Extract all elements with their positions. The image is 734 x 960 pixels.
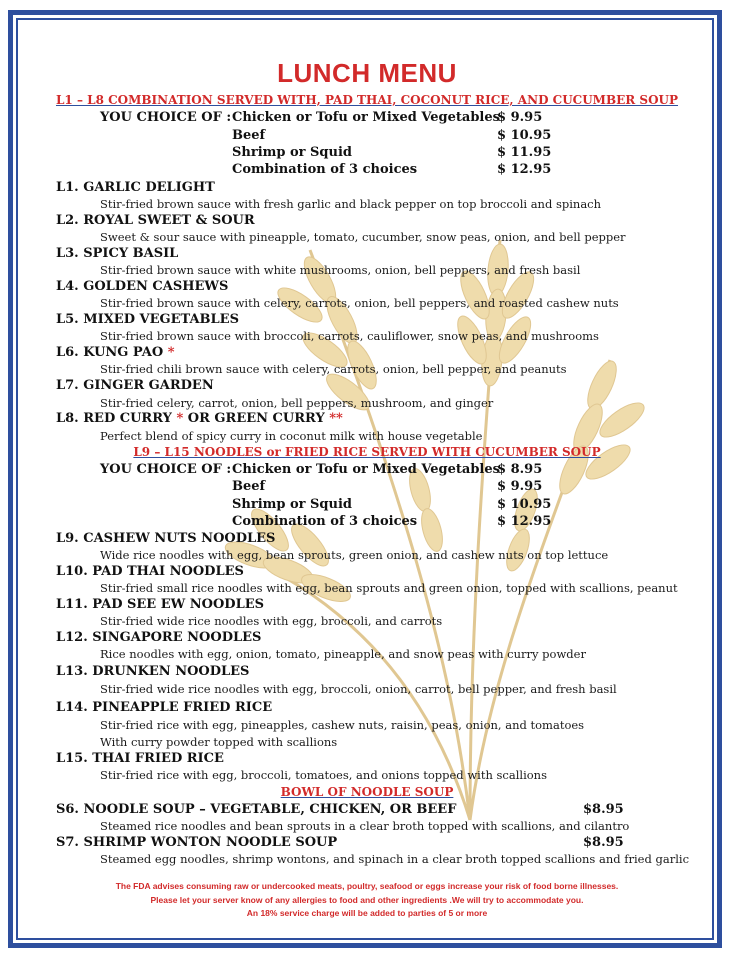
choice-name: Shrimp or Squid	[232, 497, 353, 512]
choice-price: $ 10.95	[497, 497, 552, 512]
choice-price: $ 9.95	[497, 110, 543, 125]
choice-price: $ 10.95	[497, 128, 552, 143]
section-heading-soup: BOWL OF NOODLE SOUP	[280, 785, 454, 799]
menu-item-name: L11. PAD SEE EW NOODLES	[56, 597, 265, 612]
spicy-star: *	[163, 345, 175, 360]
menu-item-desc: Stir-fried small rice noodles with egg, bean sprouts and green onion, topped with scallions, peanut	[100, 581, 678, 595]
choice-label: YOU CHOICE OF :	[100, 110, 232, 125]
menu-item-price: $8.95	[583, 802, 624, 817]
menu-item-desc: Stir-fried rice with egg, pineapples, cashew nuts, raisin, peas, onion, and tomatoes	[100, 718, 585, 732]
menu-item-name: S6. NOODLE SOUP – VEGETABLE, CHICKEN, OR BEEF	[56, 802, 457, 817]
menu-item-name: L6. KUNG PAO *	[56, 345, 175, 360]
menu-item-desc: Stir-fried celery, carrot, onion, bell peppers, mushroom, and ginger	[100, 396, 494, 410]
menu-item-name: L13. DRUNKEN NOODLES	[56, 664, 250, 679]
section-heading-combination: L1 – L8 COMBINATION SERVED WITH, PAD THAI, COCONUT RICE, AND CUCUMBER SOUP	[55, 93, 679, 107]
choice-price: $ 11.95	[497, 145, 552, 160]
menu-item-name: L1. GARLIC DELIGHT	[56, 180, 215, 195]
menu-item-desc: Stir-fried chili brown sauce with celery, carrots, onion, bell pepper, and peanuts	[100, 362, 567, 376]
menu-item-desc: Stir-fried brown sauce with broccoli, carrots, cauliflower, snow peas, and mushrooms	[100, 329, 599, 343]
allergy-notice: Please let your server know of any allergies to food and other ingredients .We will try to accommodate you.	[150, 895, 584, 905]
menu-item-desc: Stir-fried brown sauce with celery, carrots, onion, bell peppers, and roasted cashew nuts	[100, 296, 619, 310]
choice-row	[232, 110, 572, 127]
choice-name: Chicken or Tofu or Mixed Vegetables	[232, 462, 500, 477]
choice-price: $ 8.95	[497, 462, 543, 477]
choice-price: $ 12.95	[497, 514, 552, 529]
choice-price: $ 9.95	[497, 479, 543, 494]
menu-item-desc: Sweet & sour sauce with pineapple, tomato, cucumber, snow peas, onion, and bell pepper	[100, 230, 626, 244]
menu-item-name: L14. PINEAPPLE FRIED RICE	[56, 700, 273, 715]
choice-row	[232, 497, 572, 514]
menu-item-desc: Stir-fried brown sauce with white mushrooms, onion, bell peppers, and fresh basil	[100, 263, 581, 277]
menu-item-price: $8.95	[583, 835, 624, 850]
choice-row	[232, 162, 572, 179]
menu-item-name: L10. PAD THAI NOODLES	[56, 564, 244, 579]
choice-name: Beef	[232, 128, 266, 143]
choice-row	[232, 462, 572, 479]
menu-item-desc: With curry powder topped with scallions	[100, 735, 338, 749]
choice-name: Chicken or Tofu or Mixed Vegetables	[232, 110, 500, 125]
choice-name: Beef	[232, 479, 266, 494]
menu-item-desc: Wide rice noodles with egg, bean sprouts, green onion, and cashew nuts on top lettuce	[100, 548, 609, 562]
choice-row	[232, 514, 572, 531]
service-charge-notice: An 18% service charge will be added to parties of 5 or more	[246, 908, 488, 918]
menu-item-name: L12. SINGAPORE NOODLES	[56, 630, 262, 645]
menu-item-desc: Stir-fried wide rice noodles with egg, broccoli, onion, carrot, bell pepper, and fresh basil	[100, 682, 617, 696]
menu-item-name: S7. SHRIMP WONTON NOODLE SOUP	[56, 835, 338, 850]
menu-item-name: L7. GINGER GARDEN	[56, 378, 214, 393]
menu-item-desc: Steamed rice noodles and bean sprouts in a clear broth topped with scallions, and cilantro	[100, 819, 630, 833]
menu-item-name: L4. GOLDEN CASHEWS	[56, 279, 229, 294]
menu-item-name: L8. RED CURRY * OR GREEN CURRY **	[56, 411, 343, 426]
menu-item-name: L3. SPICY BASIL	[56, 246, 179, 261]
menu-item-desc: Steamed egg noodles, shrimp wontons, and spinach in a clear broth topped scallions and fried garlic	[100, 852, 690, 866]
page-title: LUNCH MENU	[277, 58, 457, 88]
choice-row	[232, 479, 572, 496]
menu-item-name: L9. CASHEW NUTS NOODLES	[56, 531, 276, 546]
menu-item-desc: Perfect blend of spicy curry in coconut milk with house vegetable	[100, 429, 483, 443]
menu-item-name: L2. ROYAL SWEET & SOUR	[56, 213, 255, 228]
spicy-star: **	[324, 411, 343, 426]
menu-item-desc: Stir-fried wide rice noodles with egg, broccoli, and carrots	[100, 614, 443, 628]
menu-item-name: L5. MIXED VEGETABLES	[56, 312, 239, 327]
choice-name: Combination of 3 choices	[232, 514, 418, 529]
section-heading-noodles: L9 – L15 NOODLES or FRIED RICE SERVED WITH CUCUMBER SOUP	[133, 445, 601, 459]
choice-label: YOU CHOICE OF :	[100, 462, 232, 477]
choice-row	[232, 145, 572, 162]
menu-item-desc: Rice noodles with egg, onion, tomato, pineapple, and snow peas with curry powder	[100, 647, 586, 661]
choice-name: Combination of 3 choices	[232, 162, 418, 177]
fda-advisory: The FDA advises consuming raw or undercooked meats, poultry, seafood or eggs increase your risk of food borne illnesses.	[115, 881, 619, 891]
choice-price: $ 12.95	[497, 162, 552, 177]
menu-item-desc: Stir-fried brown sauce with fresh garlic and black pepper on top broccoli and spinach	[100, 197, 602, 211]
choice-name: Shrimp or Squid	[232, 145, 353, 160]
menu-item-desc: Stir-fried rice with egg, broccoli, tomatoes, and onions topped with scallions	[100, 768, 547, 782]
spicy-star: *	[171, 411, 184, 426]
choice-row	[232, 128, 572, 145]
menu-item-name: L15. THAI FRIED RICE	[56, 751, 224, 766]
